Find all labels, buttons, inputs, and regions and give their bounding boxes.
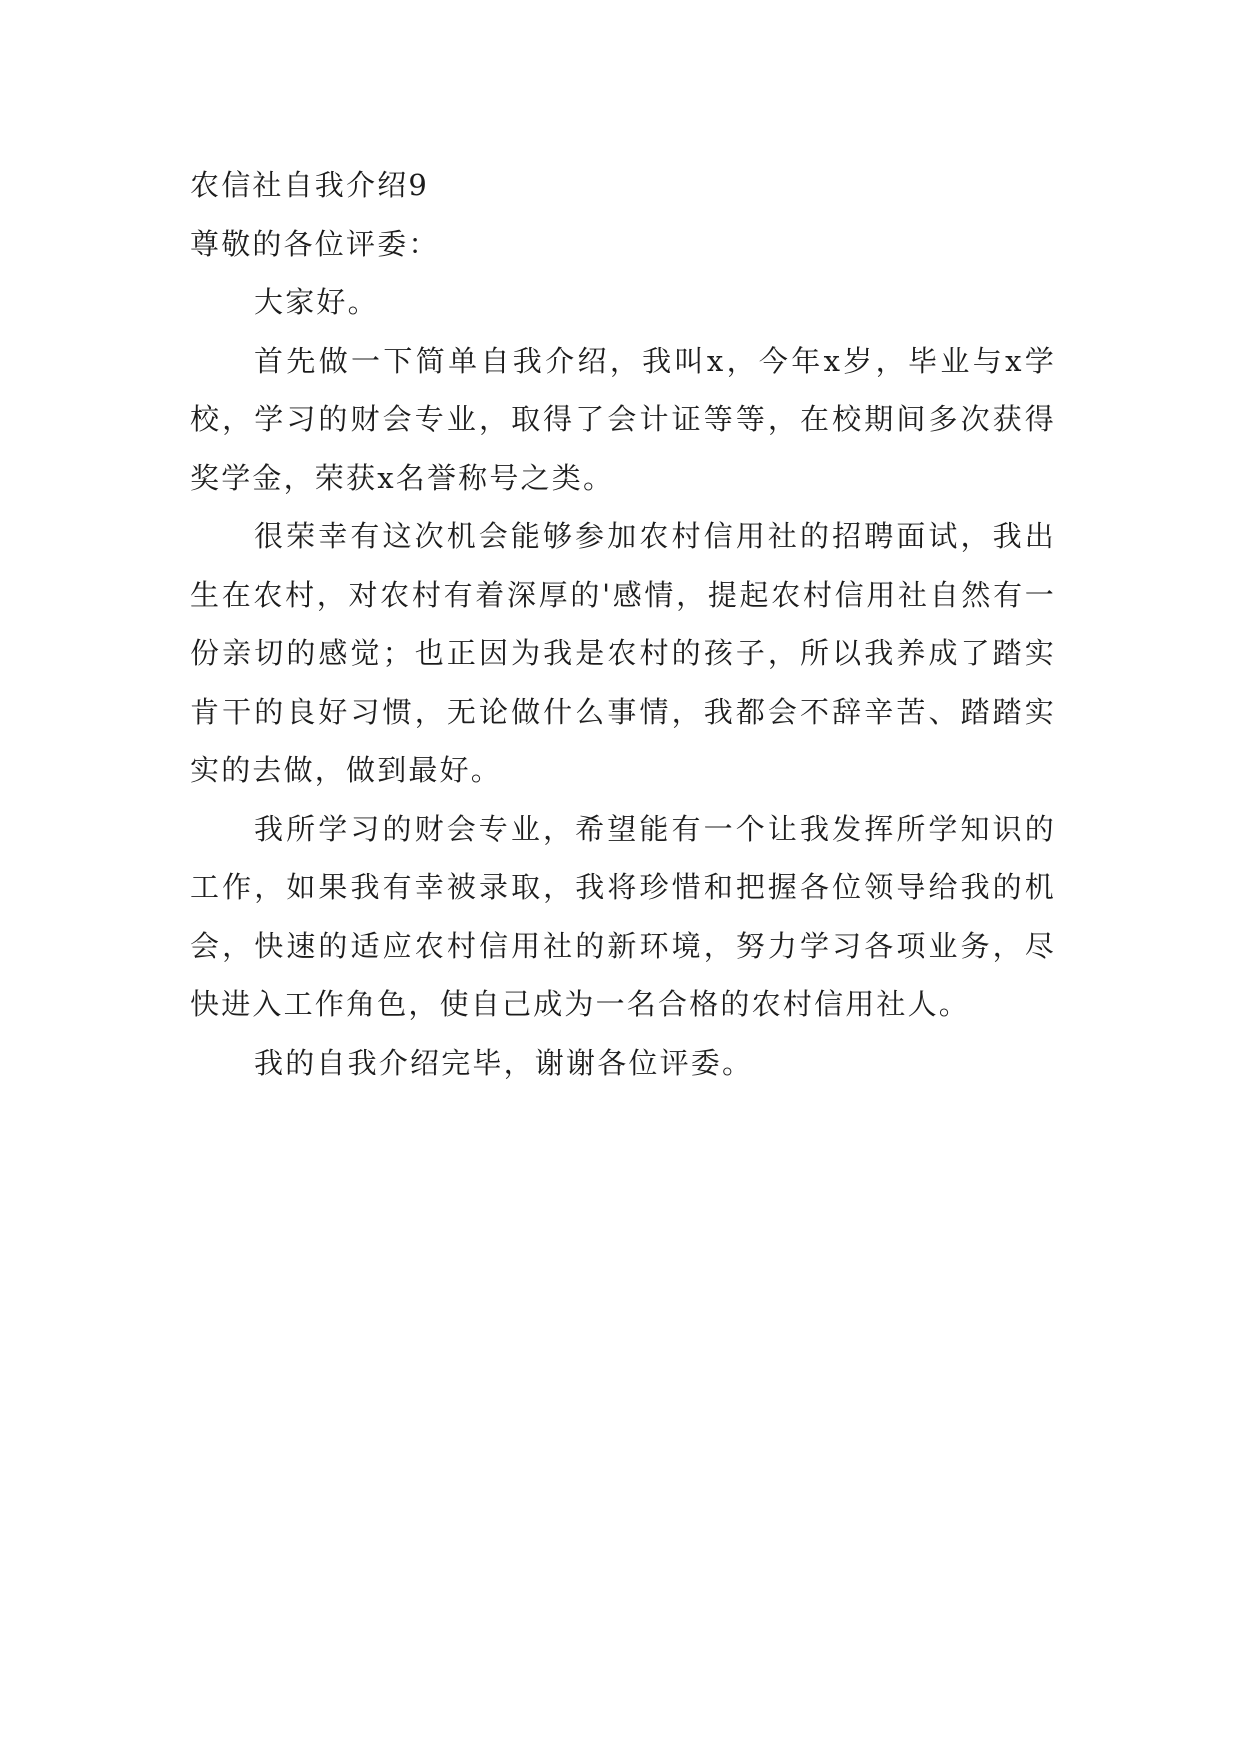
paragraph-aspiration: 我所学习的财会专业，希望能有一个让我发挥所学知识的工作，如果我有幸被录取，我将珍惜和把握各位领导给我的机会，快速的适应农村信用社的新环境，努力学习各项业务，尽快进入工作角色，使自己成为一名合格的农村信用社人。 bbox=[190, 811, 1056, 1021]
paragraph-closing: 我的自我介绍完毕，谢谢各位评委。 bbox=[254, 1045, 754, 1080]
salutation: 尊敬的各位评委： bbox=[190, 226, 440, 261]
paragraph-motivation: 很荣幸有这次机会能够参加农村信用社的招聘面试，我出生在农村，对农村有着深厚的'感情，提起农村信用社自然有一份亲切的感觉；也正因为我是农村的孩子，所以我养成了踏实肯干的良好习惯，无论做什么事情，我都会不辞辛苦、踏踏实实的去做，做到最好。 bbox=[190, 519, 1056, 787]
document-body bbox=[190, 156, 1056, 1092]
document-title: 农信社自我介绍9 bbox=[190, 168, 430, 202]
paragraph-greeting: 大家好。 bbox=[254, 285, 379, 319]
paragraph-introduction: 首先做一下简单自我介绍，我叫x，今年x岁，毕业与x学校，学习的财会专业，取得了会计证等等，在校期间多次获得奖学金，荣获x名誉称号之类。 bbox=[190, 343, 1056, 495]
